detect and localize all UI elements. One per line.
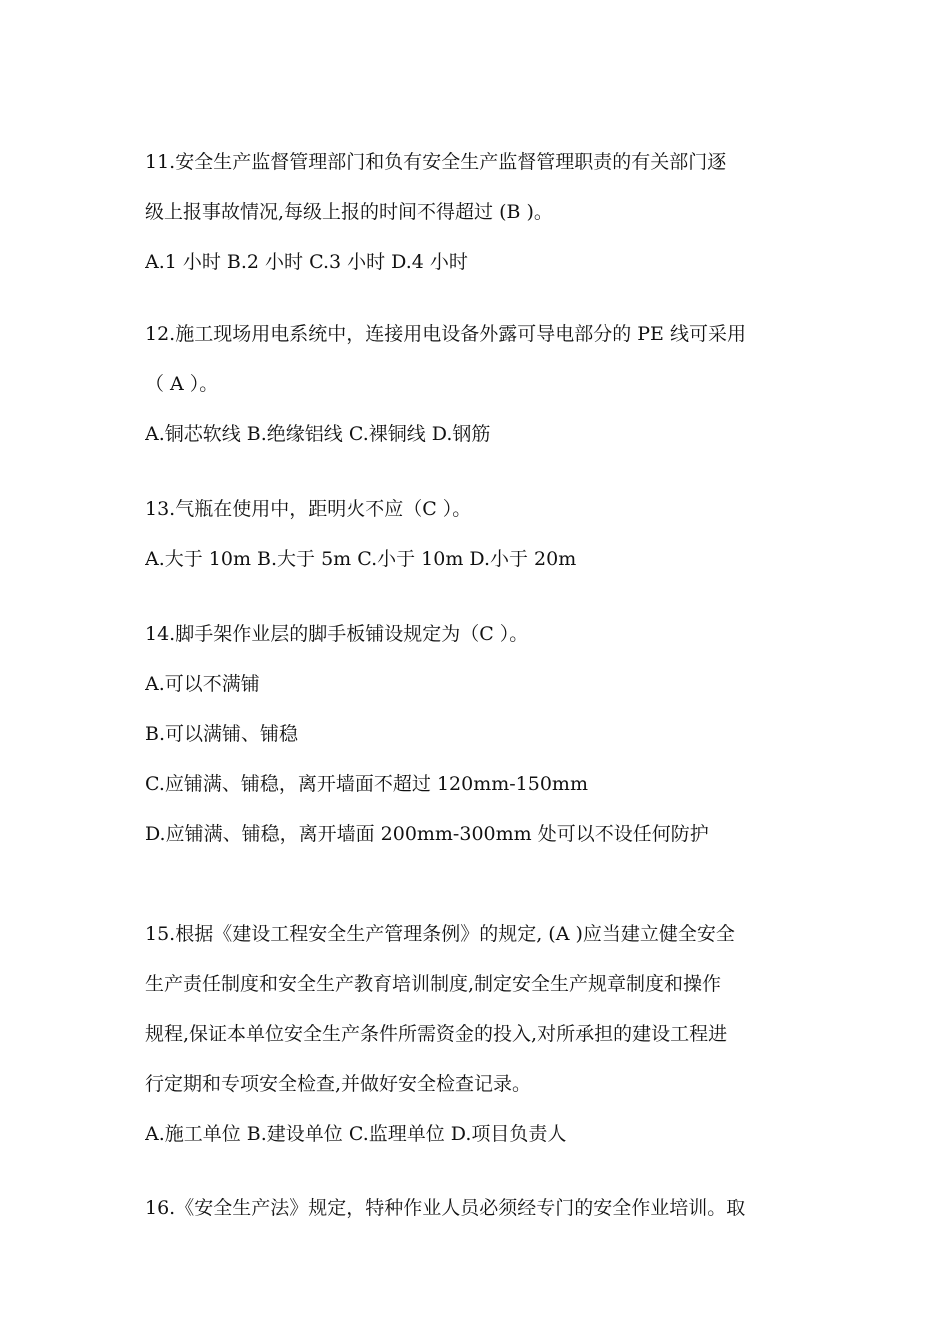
question-11-line-2: 级上报事故情况,每级上报的时间不得超过 (B )。 (145, 201, 553, 223)
question-15-line-3: 规程,保证本单位安全生产条件所需资金的投入,对所承担的建设工程进 (145, 1023, 728, 1045)
question-15-line-2: 生产责任制度和安全生产教育培训制度,制定安全生产规章制度和操作 (145, 973, 722, 995)
question-15-line-1: 15.根据《建设工程安全生产管理条例》的规定, (A )应当建立健全安全 (145, 923, 735, 945)
question-13-line-1: 13.气瓶在使用中，距明火不应（C ）。 (145, 498, 472, 520)
question-11-line-1: 11.安全生产监督管理部门和负有安全生产监督管理职责的有关部门逐 (145, 151, 727, 173)
question-12-line-1: 12.施工现场用电系统中，连接用电设备外露可导电部分的 PE 线可采用 (145, 323, 746, 345)
question-14-option-d: D.应铺满、铺稳，离开墙面 200mm-300mm 处可以不设任何防护 (145, 823, 709, 845)
question-16-line-1: 16.《安全生产法》规定，特种作业人员必须经专门的安全作业培训。取 (145, 1197, 746, 1219)
question-15-options: A.施工单位 B.建设单位 C.监理单位 D.项目负责人 (145, 1123, 567, 1145)
question-15-line-4: 行定期和专项安全检查,并做好安全检查记录。 (145, 1073, 532, 1095)
question-14-option-a: A.可以不满铺 (145, 673, 260, 695)
question-13-options: A.大于 10m B.大于 5m C.小于 10m D.小于 20m (145, 548, 577, 570)
question-14-line-1: 14.脚手架作业层的脚手板铺设规定为（C ）。 (145, 623, 529, 645)
question-14-option-b: B.可以满铺、铺稳 (145, 723, 299, 745)
question-11-options: A.1 小时 B.2 小时 C.3 小时 D.4 小时 (145, 251, 468, 273)
question-12-options: A.铜芯软线 B.绝缘铝线 C.裸铜线 D.钢筋 (145, 423, 491, 445)
question-14-option-c: C.应铺满、铺稳，离开墙面不超过 120mm-150mm (145, 773, 588, 795)
question-12-line-2: （ A ）。 (145, 373, 219, 395)
